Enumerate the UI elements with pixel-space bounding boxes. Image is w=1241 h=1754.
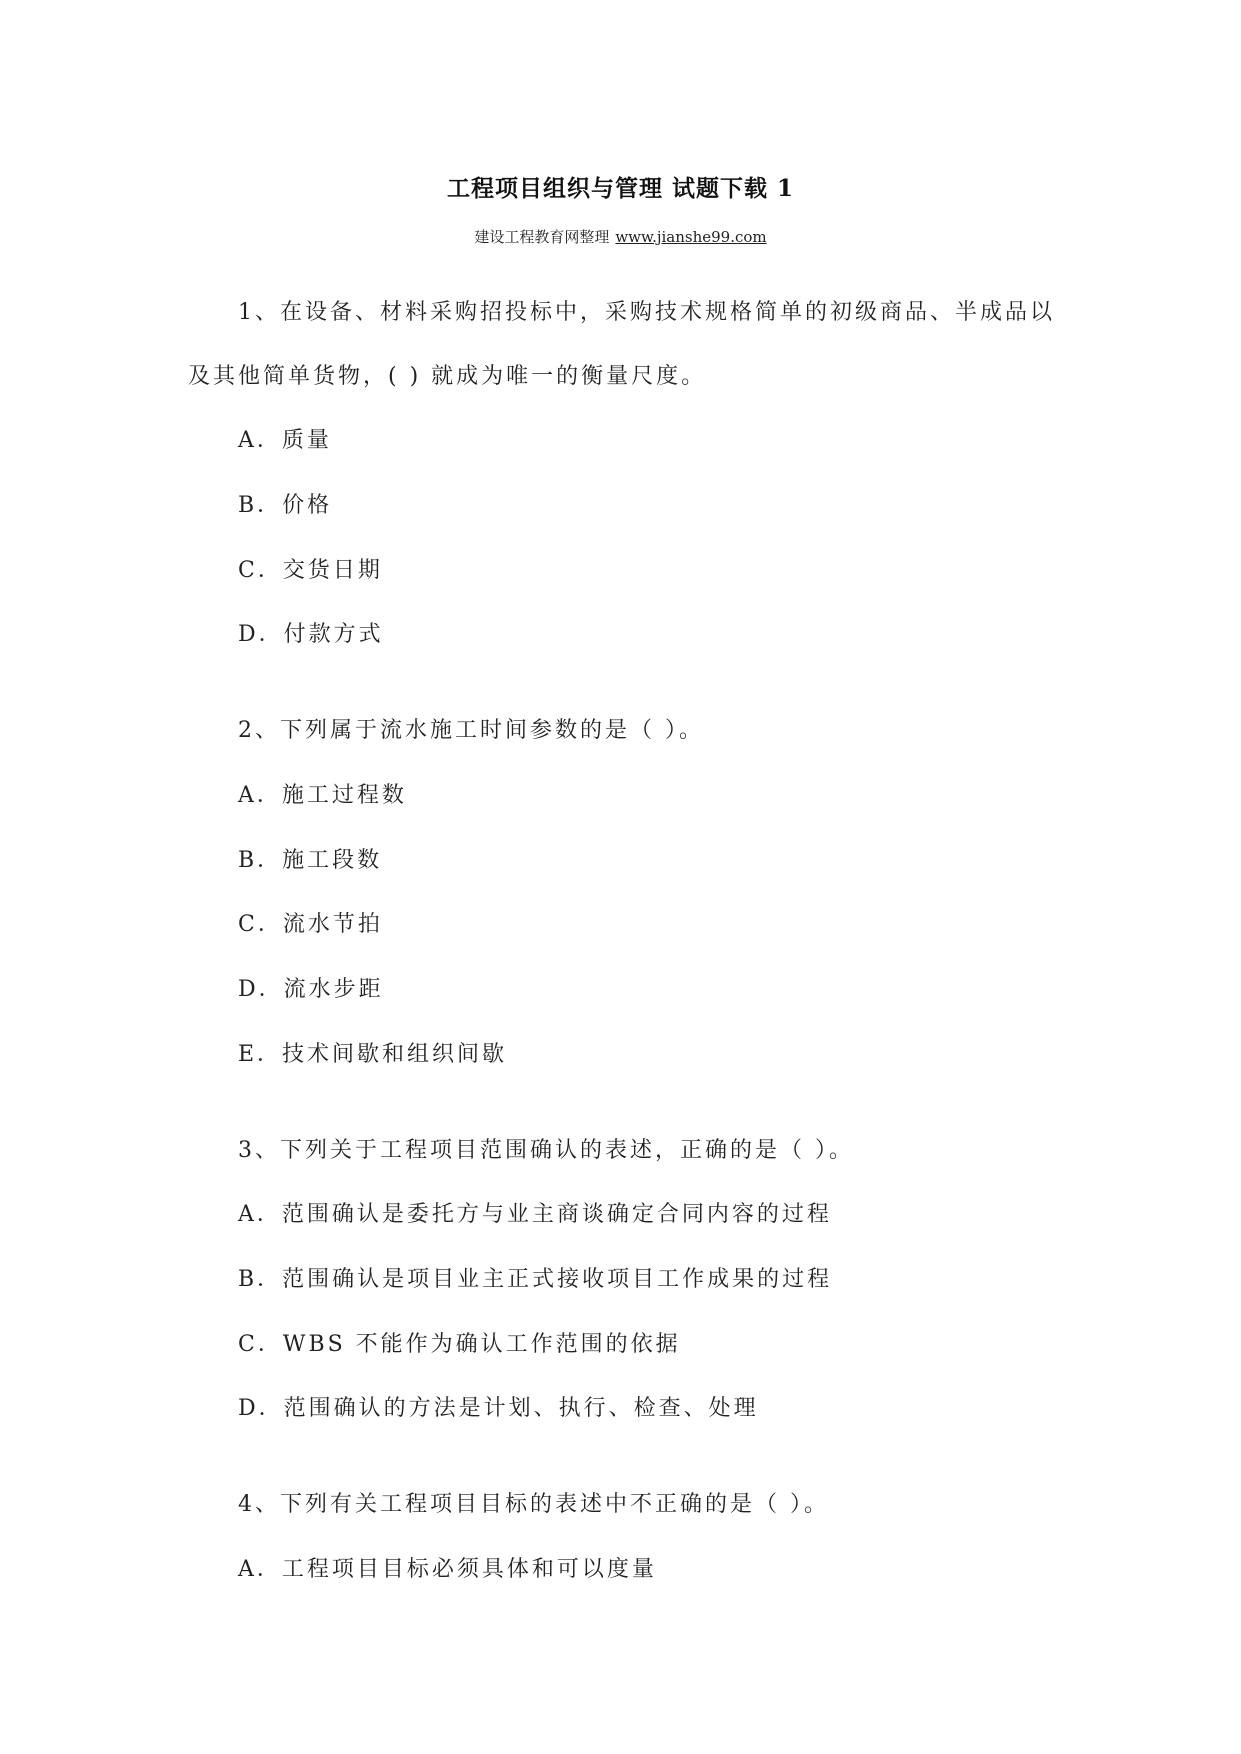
question-3-option-c: C．WBS 不能作为确认工作范围的依据 bbox=[238, 1332, 681, 1357]
question-3-option-b: B．范围确认是项目业主正式接收项目工作成果的过程 bbox=[238, 1267, 833, 1292]
document-subtitle bbox=[0, 226, 1241, 247]
subtitle-url-link[interactable]: www.jianshe99.com bbox=[615, 228, 767, 246]
question-2-option-a: A．施工过程数 bbox=[238, 783, 407, 808]
question-1-option-a: A．质量 bbox=[238, 428, 332, 453]
question-1-stem-line-2: 及其他简单货物，( ) 就成为唯一的衡量尺度。 bbox=[188, 364, 707, 389]
question-1-option-c: C．交货日期 bbox=[238, 558, 383, 583]
question-3-option-a: A．范围确认是委托方与业主商谈确定合同内容的过程 bbox=[238, 1202, 832, 1227]
question-4-option-a: A．工程项目目标必须具体和可以度量 bbox=[238, 1557, 657, 1582]
question-4-stem: 4、下列有关工程项目目标的表述中不正确的是（ ）。 bbox=[238, 1492, 829, 1517]
question-2-option-d: D．流水步距 bbox=[238, 977, 384, 1002]
question-2-option-e: E．技术间歇和组织间歇 bbox=[238, 1042, 508, 1067]
subtitle-source-text: 建设工程教育网整理 bbox=[474, 228, 610, 246]
question-2-option-b: B．施工段数 bbox=[238, 848, 383, 873]
question-1-option-b: B．价格 bbox=[238, 493, 333, 518]
question-3-stem: 3、下列关于工程项目范围确认的表述，正确的是（ ）。 bbox=[238, 1138, 854, 1163]
question-1-option-d: D．付款方式 bbox=[238, 622, 384, 647]
document-title: 工程项目组织与管理 试题下载 1 bbox=[446, 175, 795, 202]
question-1-stem-line-1: 1、在设备、材料采购招投标中，采购技术规格简单的初级商品、半成品以 bbox=[238, 300, 1055, 325]
question-2-stem: 2、下列属于流水施工时间参数的是（ ）。 bbox=[238, 718, 704, 743]
question-2-option-c: C．流水节拍 bbox=[238, 912, 383, 937]
question-3-option-d: D．范围确认的方法是计划、执行、检查、处理 bbox=[238, 1396, 759, 1421]
